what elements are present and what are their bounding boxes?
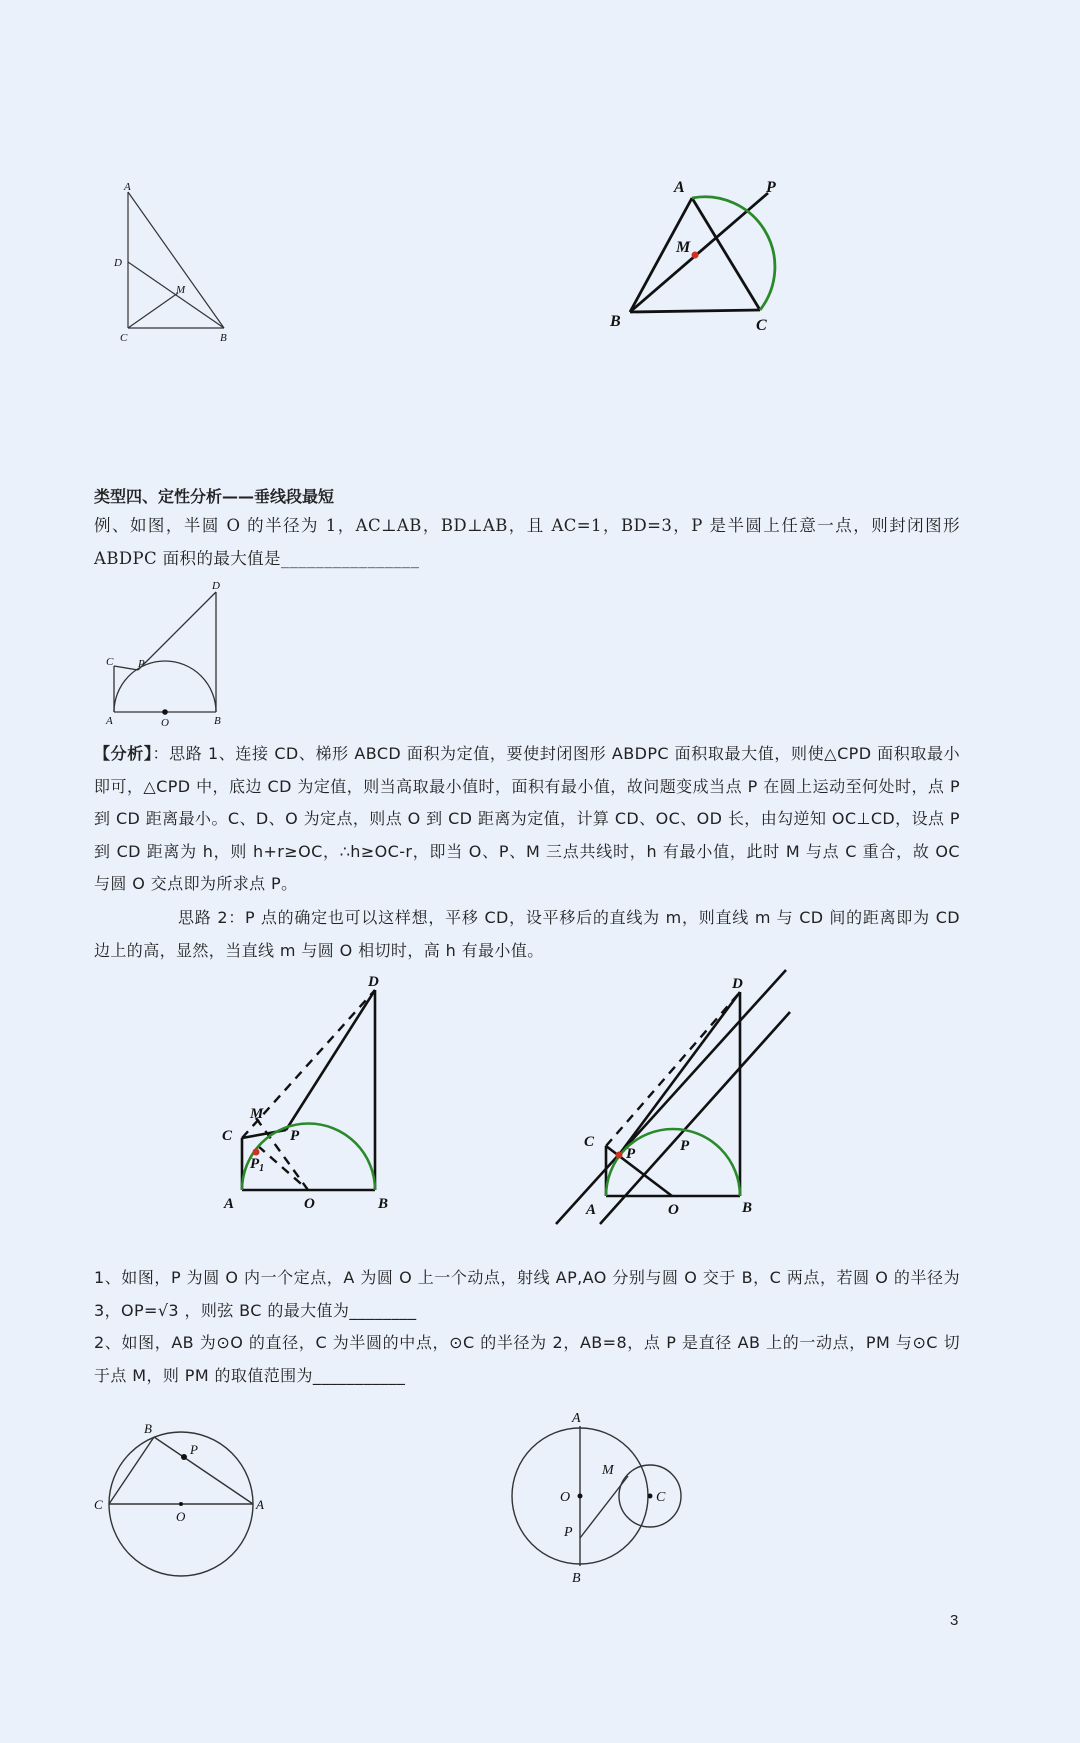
label-p2: P xyxy=(680,1138,690,1154)
analysis-label: 【分析】 xyxy=(94,744,153,763)
label-d: D xyxy=(212,580,220,592)
label-a: A xyxy=(256,1497,264,1512)
figure-triangle-arc xyxy=(600,170,820,340)
label-o: O xyxy=(668,1202,679,1218)
arc-apc xyxy=(692,197,775,310)
point-p xyxy=(616,1152,623,1159)
label-a: A xyxy=(674,179,685,196)
label-a: A xyxy=(572,1411,581,1426)
point-o xyxy=(578,1494,583,1499)
label-b: B xyxy=(610,313,621,330)
label-b: B xyxy=(378,1196,389,1212)
label-p1: $P_1$ xyxy=(250,1156,265,1174)
problem-1: 1、如图，P 为圆 O 内一个定点，A 为圆 O 上一个动点，射线 AP,AO 分别与圆 O 交于 B，C 两点，若圆 O 的半径为 3，OP=√3 ，则弦 BC 的最大值为________ xyxy=(94,1268,960,1320)
label-a: A xyxy=(224,1196,235,1212)
label-o: O xyxy=(161,717,169,729)
label-m: M xyxy=(176,284,186,296)
analysis-idea-2: 思路 2：P 点的确定也可以这样想，平移 CD，设平移后的直线为 m，则直线 m 与 CD 间的距离即为 CD 边上的高，显然，当直线 m 与圆 O 相切时，高 h 有最小值。 xyxy=(94,908,960,960)
point-o xyxy=(179,1502,183,1506)
segment-ab xyxy=(128,192,224,328)
figure-idea-1 xyxy=(218,968,398,1218)
segment-cp xyxy=(114,666,138,670)
label-c: C xyxy=(584,1134,595,1150)
label-p: P xyxy=(138,658,145,670)
label-a: A xyxy=(124,181,131,193)
label-o: O xyxy=(176,1509,186,1524)
segment-pd xyxy=(138,592,216,670)
problem-2: 2、如图，AB 为⊙O 的直径，C 为半圆的中点，⊙C 的半径为 2，AB=8，点 P 是直径 AB 上的一动点，PM 与⊙C 切于点 M，则 PM 的取值范围为___________ xyxy=(94,1333,960,1385)
label-b: B xyxy=(742,1200,753,1216)
label-c: C xyxy=(120,332,128,344)
figure-two-circles xyxy=(500,1408,700,1590)
segment-bc xyxy=(630,310,760,312)
label-p: P xyxy=(766,179,776,196)
analysis-text-1: ：思路 1、连接 CD、梯形 ABCD 面积为定值，要使封闭图形 ABDPC 面积取最大值，则使△CPD 面积取最小即可，△CPD 中，底边 CD 为定值，则当高取最小值时，面积有最小值，故问题变成当点 P 在圆上运动至何处时，点 P 到 CD 距离最小。C、D、O 为定点，则点 O 到 CD 距离为定值，计算 CD、OC、OD 长，由勾逆知 OC⊥CD，设点 P 到 CD 距离为 h，则 h+r≥OC，∴h≥OC-r，即当 O、P、M 三点共线时，h 有最小值，此时 M 与点 C 重合，故 OC 与圆 O 交点即为所求点 P。 xyxy=(94,744,960,893)
line-m-tangent xyxy=(556,970,786,1224)
label-p: P xyxy=(190,1442,198,1457)
segment-ba xyxy=(154,1437,253,1504)
point-o xyxy=(162,709,168,715)
point-c xyxy=(648,1494,653,1499)
figure-semicircle-small xyxy=(100,578,240,730)
figure-triangle-dmb xyxy=(108,180,248,350)
segment-cb xyxy=(109,1437,154,1504)
figure-circle-chord xyxy=(92,1420,272,1580)
label-c: C xyxy=(222,1128,233,1144)
label-d: D xyxy=(368,974,379,990)
label-d: D xyxy=(114,257,122,269)
segment-pd xyxy=(286,990,375,1130)
label-c: C xyxy=(656,1490,666,1505)
analysis-idea-1 xyxy=(94,738,960,901)
section-heading: 类型四、定性分析——垂线段最短 xyxy=(94,487,335,506)
label-p: P xyxy=(564,1525,573,1540)
example-problem: 例、如图，半圆 O 的半径为 1，AC⊥AB，BD⊥AB，且 AC=1，BD=3，P 是半圆上任意一点，则封闭图形 ABDPC 面积的最大值是________________ xyxy=(94,516,960,568)
label-p: P xyxy=(290,1128,300,1144)
label-m: M xyxy=(676,239,691,256)
segment-pd xyxy=(618,992,740,1156)
label-a: A xyxy=(586,1202,597,1218)
dashed-p1o xyxy=(258,1146,308,1190)
point-p1 xyxy=(253,1149,260,1156)
label-o: O xyxy=(304,1196,315,1212)
label-m: M xyxy=(250,1106,264,1122)
figure-idea-2 xyxy=(552,966,802,1226)
label-b: B xyxy=(220,332,227,344)
label-o: O xyxy=(560,1490,571,1505)
label-a: A xyxy=(106,715,113,727)
page-number: 3 xyxy=(950,1612,959,1629)
segment-cm xyxy=(128,293,178,328)
label-c: C xyxy=(756,317,767,334)
label-d: D xyxy=(732,976,743,992)
label-c: C xyxy=(94,1497,103,1512)
dashed-cd xyxy=(606,992,740,1146)
label-b: B xyxy=(214,715,221,727)
point-p xyxy=(181,1454,187,1460)
label-m: M xyxy=(602,1463,614,1478)
label-b: B xyxy=(144,1421,152,1436)
label-b: B xyxy=(572,1571,581,1586)
label-p1: P xyxy=(626,1146,636,1162)
point-m xyxy=(692,252,699,259)
label-c: C xyxy=(106,656,114,668)
